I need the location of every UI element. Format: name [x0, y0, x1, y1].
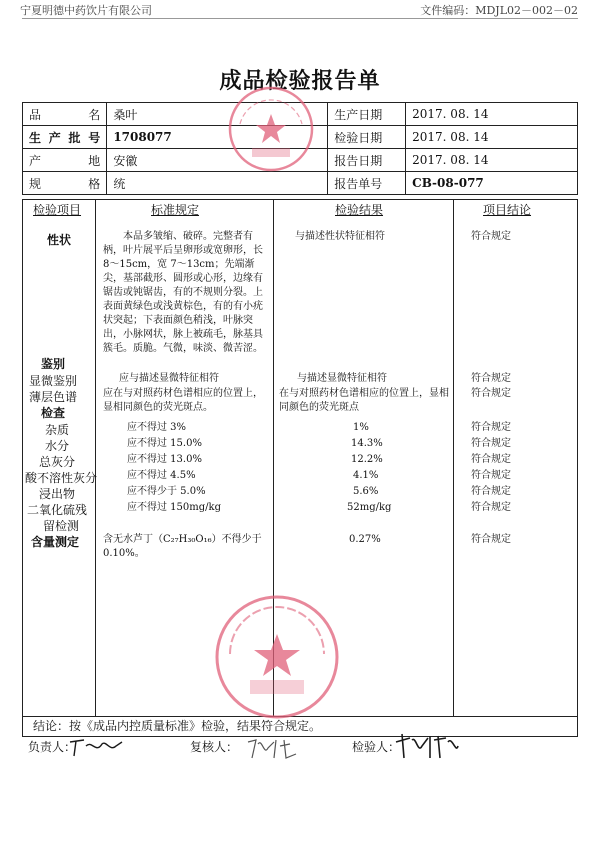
check-name: 杂质	[45, 423, 70, 437]
check-standard: 应不得过 13.0%	[127, 454, 202, 465]
tlc-result: 在与对照药材色谱相应的位置上，显相同颜色的荧光斑点	[279, 388, 449, 413]
tlc-standard: 应在与对照药材色谱相应的位置上，显相同颜色的荧光斑点。	[103, 388, 263, 413]
check-standard: 应不得过 3%	[127, 422, 187, 433]
so2-conclusion: 符合规定	[471, 502, 511, 513]
responsible-label: 负责人：	[28, 740, 77, 754]
micro-conclusion: 符合规定	[471, 373, 511, 384]
item-check: 检查	[41, 406, 66, 420]
reviewer-signature	[244, 736, 304, 762]
check-conclusion: 符合规定	[471, 486, 511, 497]
tlc-conclusion: 符合规定	[471, 388, 511, 399]
check-conclusion: 符合规定	[471, 422, 511, 433]
info-label: 检验日期	[328, 126, 406, 149]
micro-standard: 应与描述显微特征相符	[119, 373, 219, 384]
header-doc-no: 文件编码：MDJL02－002－02	[420, 4, 578, 17]
check-result: 4.1%	[353, 470, 379, 481]
info-label: 生产日期	[328, 103, 406, 126]
item-so2-line2: 留检测	[43, 519, 80, 533]
header-rule	[22, 18, 578, 19]
info-value: 1708077	[107, 126, 328, 149]
check-conclusion: 符合规定	[471, 438, 511, 449]
info-label: 品 名	[23, 103, 107, 126]
info-value: 统	[107, 172, 328, 195]
check-standard: 应不得过 15.0%	[127, 438, 202, 449]
quality-stamp-main	[212, 592, 342, 722]
info-value: 2017. 08. 14	[406, 103, 578, 126]
info-label: 规 格	[23, 172, 107, 195]
check-result: 14.3%	[351, 438, 383, 449]
check-conclusion: 符合规定	[471, 454, 511, 465]
item-tlc: 薄层色谱	[29, 390, 78, 404]
page-header	[0, 0, 600, 20]
check-result: 5.6%	[353, 486, 379, 497]
info-value: 2017. 08. 14	[406, 126, 578, 149]
assay-result: 0.27%	[349, 534, 381, 545]
info-label: 生产批号	[23, 126, 107, 149]
info-value: 2017. 08. 14	[406, 149, 578, 172]
item-assay: 含量测定	[31, 535, 80, 549]
info-value: 桑叶	[107, 103, 328, 126]
traits-conclusion: 符合规定	[471, 231, 511, 242]
reviewer-label: 复核人：	[190, 740, 239, 754]
info-value: 安徽	[107, 149, 328, 172]
so2-result: 52mg/kg	[347, 502, 392, 513]
inspector-label: 检验人：	[352, 740, 401, 754]
info-label: 产 地	[23, 149, 107, 172]
header-company: 宁夏明德中药饮片有限公司	[20, 4, 152, 17]
report-title: 成品检验报告单	[219, 68, 381, 94]
column-divider	[453, 200, 454, 716]
item-identify: 鉴别	[41, 357, 66, 371]
check-name: 酸不溶性灰分	[25, 471, 98, 485]
info-label: 报告单号	[328, 172, 406, 195]
assay-conclusion: 符合规定	[471, 534, 511, 545]
check-name: 总灰分	[39, 455, 76, 469]
col-header-conclusion: 项目结论	[483, 203, 532, 217]
check-name: 水分	[45, 439, 70, 453]
info-value: CB-08-077	[406, 172, 578, 195]
inspector-signature	[392, 732, 462, 762]
info-label: 报告日期	[328, 149, 406, 172]
item-micro: 显微鉴别	[29, 374, 78, 388]
assay-standard: 含无水芦丁（C₂₇H₃₀O₁₆）不得少于 0.10%。	[103, 534, 262, 559]
traits-standard: 本品多皱缩、破碎。完整者有柄，叶片展平后呈卵形或宽卵形，长 8～15cm，宽 7～13cm；先端渐尖，基部截形、圆形或心形，边缘有锯齿或钝锯齿，有的不规则分裂。上表面黄绿色或浅黄棕色，有的有小疣状突起；下表面颜色稍浅，叶脉突出，小脉网状，脉上被疏毛，脉基具簇毛。质脆。气微，味淡、微苦涩。	[103, 231, 263, 354]
check-result: 1%	[353, 422, 369, 433]
col-header-item: 检验项目	[33, 203, 82, 217]
so2-standard: 应不得过 150mg/kg	[127, 502, 221, 513]
micro-result: 与描述显微特征相符	[297, 373, 387, 384]
item-so2: 二氧化硫残	[27, 503, 88, 517]
check-standard: 应不得少于 5.0%	[127, 486, 206, 497]
check-result: 12.2%	[351, 454, 383, 465]
responsible-signature	[66, 736, 126, 760]
check-standard: 应不得过 4.5%	[127, 470, 196, 481]
col-header-standard: 标准规定	[151, 203, 200, 217]
quality-stamp-top	[226, 84, 316, 174]
traits-result: 与描述性状特征相符	[295, 231, 385, 242]
info-row	[23, 172, 578, 195]
item-traits: 性状	[47, 233, 72, 247]
col-header-result: 检验结果	[335, 203, 384, 217]
check-conclusion: 符合规定	[471, 470, 511, 481]
final-conclusion: 结论：按《成品内控质量标准》检验，结果符合规定。	[33, 719, 322, 733]
check-name: 浸出物	[39, 487, 76, 501]
column-divider	[95, 200, 96, 716]
